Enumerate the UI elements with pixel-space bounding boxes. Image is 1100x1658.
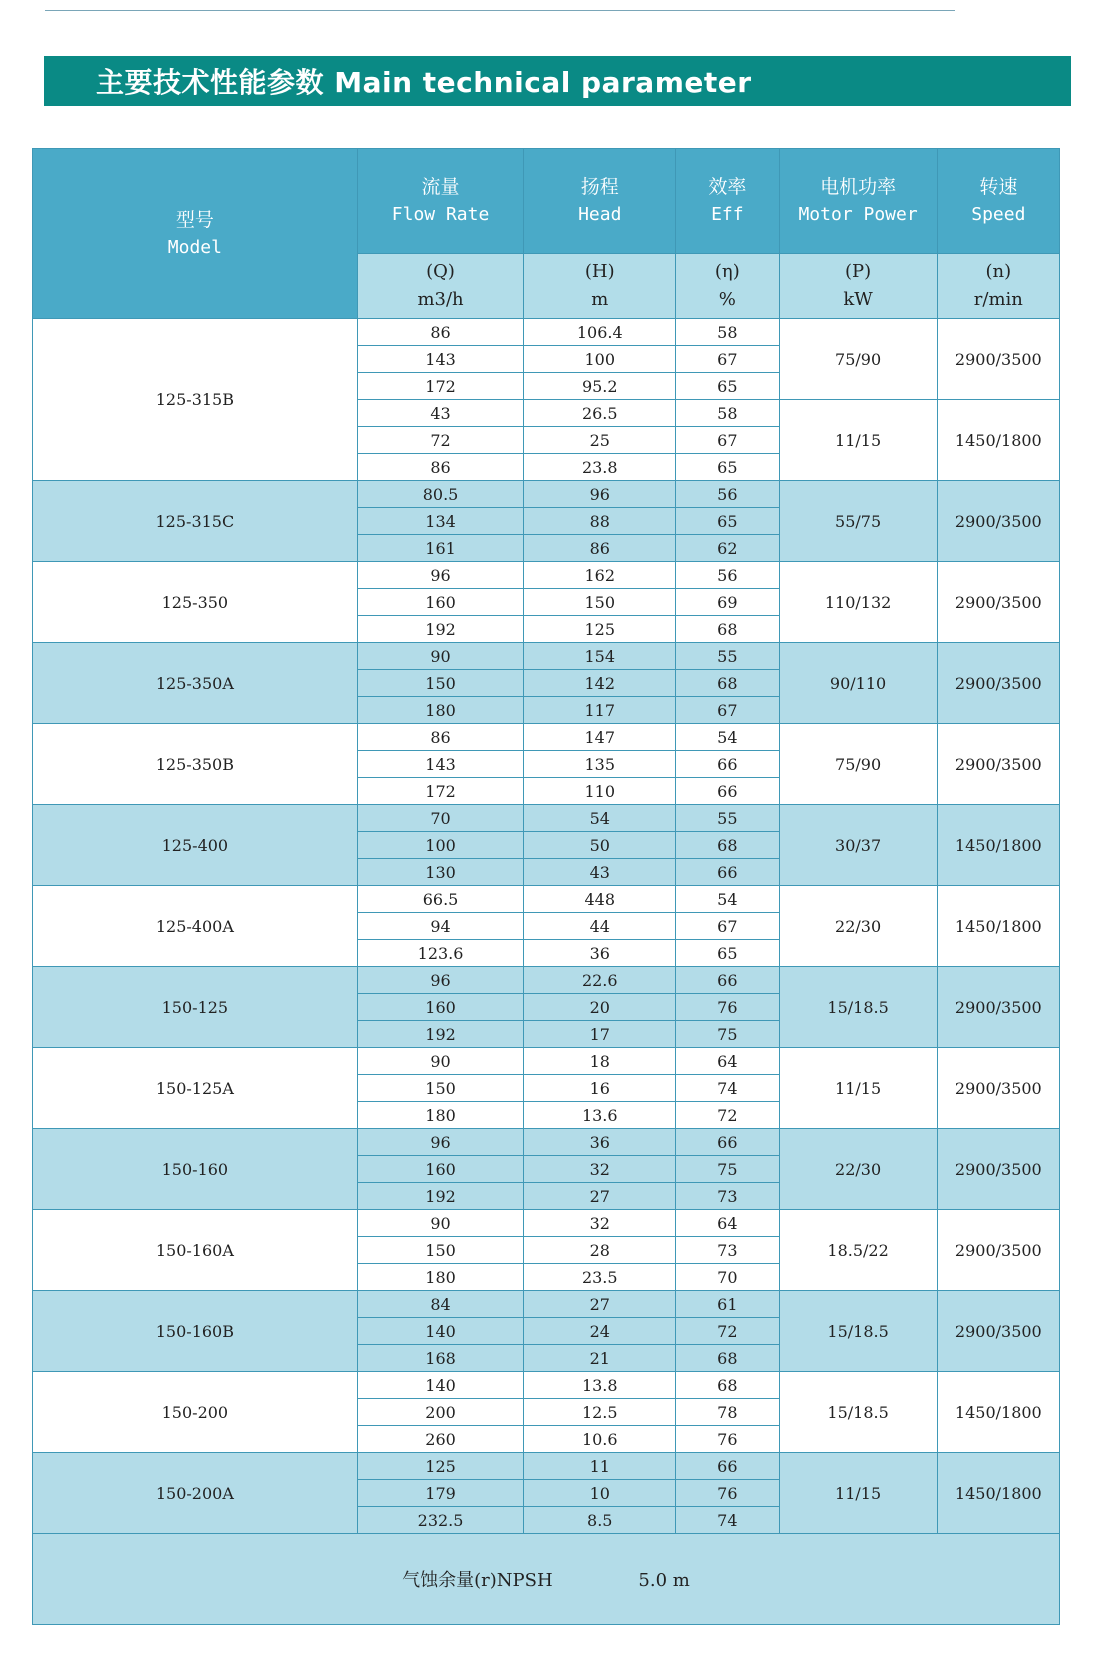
efficiency-cell: 74: [676, 1507, 779, 1534]
efficiency-cell: 65: [676, 454, 779, 481]
speed-header-zh: 转速: [979, 176, 1018, 198]
speed-cell: 2900/3500: [937, 319, 1059, 400]
model-cell: 125-350B: [33, 724, 358, 805]
model-cell: 125-350: [33, 562, 358, 643]
efficiency-header-en: Eff: [711, 204, 744, 225]
model-header: [33, 149, 358, 319]
efficiency-cell: 66: [676, 1453, 779, 1480]
motor-power-header-en: Motor Power: [798, 204, 918, 225]
head-cell: 96: [524, 481, 676, 508]
flow-rate-cell: 134: [357, 508, 524, 535]
speed-cell: 1450/1800: [937, 1372, 1059, 1453]
efficiency-cell: 78: [676, 1399, 779, 1426]
flow-rate-cell: 200: [357, 1399, 524, 1426]
speed-cell: 2900/3500: [937, 481, 1059, 562]
flow-rate-cell: 192: [357, 1183, 524, 1210]
flow-rate-cell: 161: [357, 535, 524, 562]
flow-rate-cell: 72: [357, 427, 524, 454]
flow-rate-cell: 232.5: [357, 1507, 524, 1534]
head-cell: 162: [524, 562, 676, 589]
flow-rate-cell: 180: [357, 1102, 524, 1129]
efficiency-cell: 64: [676, 1048, 779, 1075]
head-cell: 110: [524, 778, 676, 805]
model-cell: 150-200: [33, 1372, 358, 1453]
head-cell: 13.6: [524, 1102, 676, 1129]
efficiency-cell: 68: [676, 670, 779, 697]
flow-rate-cell: 100: [357, 832, 524, 859]
speed-cell: 2900/3500: [937, 562, 1059, 643]
flow-rate-cell: 150: [357, 1075, 524, 1102]
motor-power-cell: 15/18.5: [779, 967, 937, 1048]
flow-rate-unit: m3/h: [417, 289, 464, 310]
head-cell: 448: [524, 886, 676, 913]
table-row: [33, 319, 1060, 346]
head-cell: 11: [524, 1453, 676, 1480]
head-cell: 10: [524, 1480, 676, 1507]
motor-power-cell: 11/15: [779, 1048, 937, 1129]
head-cell: 36: [524, 940, 676, 967]
flow-rate-cell: 90: [357, 643, 524, 670]
motor-power-cell: 18.5/22: [779, 1210, 937, 1291]
motor-power-cell: 22/30: [779, 1129, 937, 1210]
speed-cell: 2900/3500: [937, 643, 1059, 724]
flow-rate-header: [357, 149, 524, 254]
head-cell: 32: [524, 1210, 676, 1237]
table-row: [33, 1048, 1060, 1075]
speed-cell: 1450/1800: [937, 886, 1059, 967]
head-cell: 24: [524, 1318, 676, 1345]
flow-rate-cell: 160: [357, 1156, 524, 1183]
head-cell: 100: [524, 346, 676, 373]
efficiency-cell: 72: [676, 1318, 779, 1345]
head-cell: 88: [524, 508, 676, 535]
efficiency-cell: 55: [676, 643, 779, 670]
flow-rate-cell: 172: [357, 778, 524, 805]
head-unit: m: [591, 289, 609, 310]
efficiency-cell: 58: [676, 400, 779, 427]
efficiency-cell: 76: [676, 994, 779, 1021]
head-header: [524, 149, 676, 254]
head-cell: 150: [524, 589, 676, 616]
flow-rate-cell: 260: [357, 1426, 524, 1453]
head-cell: 106.4: [524, 319, 676, 346]
model-header-en: Model: [167, 236, 222, 258]
efficiency-cell: 74: [676, 1075, 779, 1102]
head-cell: 95.2: [524, 373, 676, 400]
speed-cell: 2900/3500: [937, 1129, 1059, 1210]
flow-rate-cell: 84: [357, 1291, 524, 1318]
table-row: [33, 1210, 1060, 1237]
head-cell: 26.5: [524, 400, 676, 427]
model-cell: 150-125A: [33, 1048, 358, 1129]
head-cell: 18: [524, 1048, 676, 1075]
head-cell: 50: [524, 832, 676, 859]
speed-unit-header: [937, 254, 1059, 319]
speed-cell: 2900/3500: [937, 1048, 1059, 1129]
motor-power-cell: 11/15: [779, 1453, 937, 1534]
efficiency-cell: 67: [676, 427, 779, 454]
motor-power-unit: kW: [843, 289, 873, 310]
flow-rate-cell: 90: [357, 1210, 524, 1237]
speed-cell: 1450/1800: [937, 400, 1059, 481]
efficiency-cell: 67: [676, 697, 779, 724]
head-cell: 36: [524, 1129, 676, 1156]
table-row: [33, 967, 1060, 994]
efficiency-cell: 66: [676, 859, 779, 886]
speed-cell: 2900/3500: [937, 1291, 1059, 1372]
efficiency-cell: 56: [676, 481, 779, 508]
efficiency-cell: 56: [676, 562, 779, 589]
flow-rate-cell: 80.5: [357, 481, 524, 508]
flow-rate-cell: 160: [357, 994, 524, 1021]
model-cell: 150-125: [33, 967, 358, 1048]
table-row: [33, 1129, 1060, 1156]
efficiency-cell: 76: [676, 1480, 779, 1507]
speed-cell: 2900/3500: [937, 724, 1059, 805]
head-cell: 117: [524, 697, 676, 724]
head-cell: 12.5: [524, 1399, 676, 1426]
head-cell: 86: [524, 535, 676, 562]
flow-rate-cell: 160: [357, 589, 524, 616]
table-row: [33, 1453, 1060, 1480]
table-row: [33, 1372, 1060, 1399]
section-title-bar: [44, 56, 1071, 106]
efficiency-cell: 67: [676, 346, 779, 373]
speed-cell: 2900/3500: [937, 1210, 1059, 1291]
motor-power-cell: 11/15: [779, 400, 937, 481]
top-divider: [45, 10, 955, 11]
head-cell: 20: [524, 994, 676, 1021]
flow-rate-cell: 180: [357, 1264, 524, 1291]
flow-rate-cell: 143: [357, 751, 524, 778]
flow-rate-cell: 150: [357, 1237, 524, 1264]
head-cell: 8.5: [524, 1507, 676, 1534]
motor-power-cell: 15/18.5: [779, 1291, 937, 1372]
head-cell: 43: [524, 859, 676, 886]
flow-rate-cell: 168: [357, 1345, 524, 1372]
flow-rate-cell: 130: [357, 859, 524, 886]
model-cell: 125-350A: [33, 643, 358, 724]
efficiency-cell: 73: [676, 1183, 779, 1210]
npsh-footer-row: [33, 1534, 1060, 1625]
head-cell: 44: [524, 913, 676, 940]
efficiency-cell: 73: [676, 1237, 779, 1264]
efficiency-cell: 61: [676, 1291, 779, 1318]
speed-symbol: (n): [985, 261, 1012, 282]
motor-power-cell: 90/110: [779, 643, 937, 724]
table-row: [33, 886, 1060, 913]
head-cell: 13.8: [524, 1372, 676, 1399]
npsh-footer: [33, 1534, 1060, 1625]
efficiency-cell: 75: [676, 1021, 779, 1048]
efficiency-symbol: (η): [714, 261, 740, 282]
flow-rate-cell: 96: [357, 967, 524, 994]
motor-power-cell: 110/132: [779, 562, 937, 643]
head-cell: 125: [524, 616, 676, 643]
efficiency-cell: 55: [676, 805, 779, 832]
speed-cell: 1450/1800: [937, 805, 1059, 886]
efficiency-cell: 68: [676, 1372, 779, 1399]
efficiency-cell: 62: [676, 535, 779, 562]
efficiency-cell: 76: [676, 1426, 779, 1453]
flow-rate-cell: 86: [357, 319, 524, 346]
flow-rate-cell: 192: [357, 616, 524, 643]
efficiency-cell: 54: [676, 886, 779, 913]
flow-rate-header-en: Flow Rate: [391, 204, 490, 225]
flow-rate-cell: 43: [357, 400, 524, 427]
motor-power-unit-header: [779, 254, 937, 319]
model-cell: 125-400A: [33, 886, 358, 967]
motor-power-cell: 75/90: [779, 319, 937, 400]
head-header-en: Head: [578, 204, 622, 225]
speed-cell: 1450/1800: [937, 1453, 1059, 1534]
efficiency-cell: 66: [676, 778, 779, 805]
model-cell: 125-315B: [33, 319, 358, 481]
motor-power-cell: 55/75: [779, 481, 937, 562]
table-row: [33, 481, 1060, 508]
flow-rate-cell: 192: [357, 1021, 524, 1048]
speed-cell: 2900/3500: [937, 967, 1059, 1048]
flow-rate-cell: 125: [357, 1453, 524, 1480]
head-cell: 17: [524, 1021, 676, 1048]
head-cell: 10.6: [524, 1426, 676, 1453]
head-header-zh: 扬程: [580, 176, 619, 198]
efficiency-cell: 66: [676, 1129, 779, 1156]
head-cell: 25: [524, 427, 676, 454]
motor-power-symbol: (P): [845, 261, 872, 282]
flow-rate-cell: 94: [357, 913, 524, 940]
flow-rate-cell: 180: [357, 697, 524, 724]
technical-parameter-table: [32, 148, 1060, 1625]
head-cell: 142: [524, 670, 676, 697]
flow-rate-cell: 96: [357, 1129, 524, 1156]
head-cell: 28: [524, 1237, 676, 1264]
head-cell: 22.6: [524, 967, 676, 994]
header-row-names: [33, 149, 1060, 254]
flow-rate-cell: 172: [357, 373, 524, 400]
head-symbol: (H): [584, 261, 615, 282]
head-cell: 23.8: [524, 454, 676, 481]
model-cell: 150-200A: [33, 1453, 358, 1534]
efficiency-cell: 70: [676, 1264, 779, 1291]
motor-power-cell: 75/90: [779, 724, 937, 805]
head-cell: 135: [524, 751, 676, 778]
table-row: [33, 643, 1060, 670]
head-cell: 21: [524, 1345, 676, 1372]
flow-rate-cell: 140: [357, 1372, 524, 1399]
motor-power-cell: 30/37: [779, 805, 937, 886]
motor-power-header: [779, 149, 937, 254]
flow-rate-symbol: (Q): [426, 261, 455, 282]
efficiency-unit-header: [676, 254, 779, 319]
table-row: [33, 562, 1060, 589]
head-cell: 147: [524, 724, 676, 751]
speed-header-en: Speed: [971, 204, 1026, 225]
flow-rate-cell: 66.5: [357, 886, 524, 913]
efficiency-cell: 66: [676, 967, 779, 994]
head-cell: 16: [524, 1075, 676, 1102]
speed-header: [937, 149, 1059, 254]
table-row: [33, 1291, 1060, 1318]
efficiency-cell: 65: [676, 940, 779, 967]
flow-rate-unit-header: [357, 254, 524, 319]
efficiency-header-zh: 效率: [708, 176, 747, 198]
head-cell: 27: [524, 1291, 676, 1318]
efficiency-cell: 64: [676, 1210, 779, 1237]
efficiency-cell: 68: [676, 832, 779, 859]
efficiency-cell: 65: [676, 508, 779, 535]
section-title: 主要技术性能参数 Main technical parameter: [96, 66, 752, 99]
flow-rate-cell: 70: [357, 805, 524, 832]
flow-rate-cell: 123.6: [357, 940, 524, 967]
model-cell: 150-160A: [33, 1210, 358, 1291]
efficiency-cell: 65: [676, 373, 779, 400]
flow-rate-header-zh: 流量: [421, 176, 460, 198]
head-cell: 23.5: [524, 1264, 676, 1291]
efficiency-cell: 72: [676, 1102, 779, 1129]
head-cell: 32: [524, 1156, 676, 1183]
flow-rate-cell: 96: [357, 562, 524, 589]
speed-unit: r/min: [973, 289, 1023, 310]
npsh-value: 5.0 m: [638, 1570, 690, 1591]
motor-power-header-zh: 电机功率: [820, 176, 897, 198]
efficiency-cell: 68: [676, 1345, 779, 1372]
table-row: [33, 805, 1060, 832]
efficiency-cell: 58: [676, 319, 779, 346]
efficiency-cell: 75: [676, 1156, 779, 1183]
efficiency-cell: 66: [676, 751, 779, 778]
flow-rate-cell: 143: [357, 346, 524, 373]
head-cell: 54: [524, 805, 676, 832]
head-unit-header: [524, 254, 676, 319]
efficiency-cell: 67: [676, 913, 779, 940]
motor-power-cell: 22/30: [779, 886, 937, 967]
flow-rate-cell: 86: [357, 724, 524, 751]
efficiency-cell: 69: [676, 589, 779, 616]
model-cell: 125-315C: [33, 481, 358, 562]
model-header-zh: 型号: [175, 208, 214, 231]
flow-rate-cell: 90: [357, 1048, 524, 1075]
flow-rate-cell: 140: [357, 1318, 524, 1345]
motor-power-cell: 15/18.5: [779, 1372, 937, 1453]
efficiency-cell: 68: [676, 616, 779, 643]
head-cell: 27: [524, 1183, 676, 1210]
flow-rate-cell: 179: [357, 1480, 524, 1507]
model-cell: 125-400: [33, 805, 358, 886]
npsh-label: 气蚀余量(r)NPSH: [402, 1570, 553, 1591]
model-cell: 150-160: [33, 1129, 358, 1210]
efficiency-cell: 54: [676, 724, 779, 751]
model-cell: 150-160B: [33, 1291, 358, 1372]
flow-rate-cell: 86: [357, 454, 524, 481]
head-cell: 154: [524, 643, 676, 670]
efficiency-unit: %: [718, 289, 736, 310]
efficiency-header: [676, 149, 779, 254]
flow-rate-cell: 150: [357, 670, 524, 697]
table-row: [33, 724, 1060, 751]
